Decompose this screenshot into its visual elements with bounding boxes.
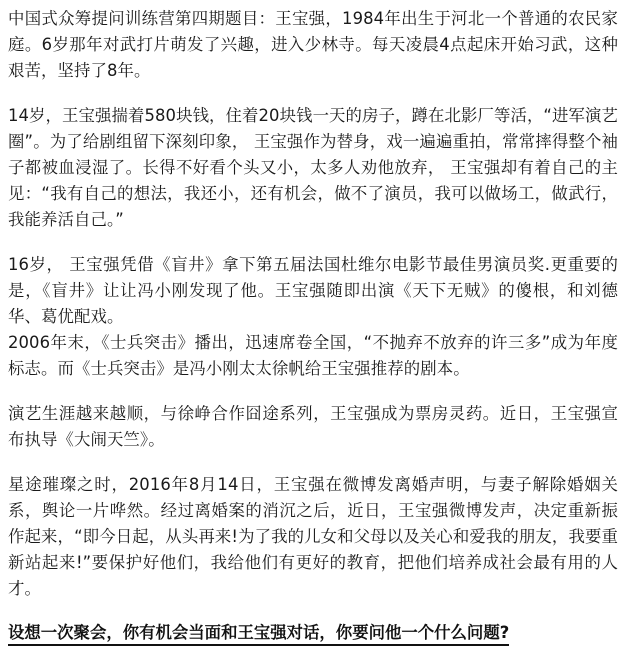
discussion-question-text: 设想一次聚会，你有机会当面和王宝强对话，你要问他一个什么问题? xyxy=(8,623,509,646)
paragraph-intro: 中国式众筹提问训练营第四期题目：王宝强，1984年出生于河北一个普通的农民家庭。6岁那年对武打片萌发了兴趣，进入少林寺。每天凌晨4点起床开始习武，这种艰苦，坚持了8年。 xyxy=(8,9,618,80)
paragraph-age-16: 16岁， 王宝强凭借《盲井》拿下第五届法国杜维尔电影节最佳男演员奖.更重要的是，《盲井》让让冯小刚发现了他。王宝强随即出演《天下无贼》的傻根，和刘德华、葛优配戏。 xyxy=(8,255,618,326)
paragraph-age-14: 14岁，王宝强揣着580块钱，住着20块钱一天的房子，蹲在北影厂等活，“进军演艺圈”。为了给剧组留下深刻印象， 王宝强作为替身，戏一遍遍重拍，常常摔得整个袖子都被血浸湿了。长得不好看个头又小，太多人劝他放弃， 王宝强却有着自己的主见：“我有自己的想法，我还小，还有机会，做不了演员，我可以做场工，做武行，我能养活自己。” xyxy=(8,106,618,229)
paragraph-divorce: 星途璀璨之时，2016年8月14日，王宝强在微博发离婚声明，与妻子解除婚姻关系，舆论一片哗然。经过离婚案的消沉之后，近日，王宝强微博发声，决定重新振作起来，“即今日起，从头再来!为了我的儿女和父母以及关心和爱我的朋友，我要重新站起来!”要保护好他们，我给他们有更好的教育，把他们培养成社会最有用的人才。 xyxy=(8,475,618,598)
discussion-question xyxy=(8,621,618,645)
paragraph-career: 演艺生涯越来越顺，与徐峥合作囧途系列，王宝强成为票房灵药。近日，王宝强宣布执导《大闹天竺》。 xyxy=(8,404,618,449)
article xyxy=(8,6,618,645)
paragraph-2006: 2006年末，《士兵突击》播出，迅速席卷全国，“不抛弃不放弃的许三多”成为年度标志。而《士兵突击》是冯小刚太太徐帆给王宝强推荐的剧本。 xyxy=(8,333,618,378)
